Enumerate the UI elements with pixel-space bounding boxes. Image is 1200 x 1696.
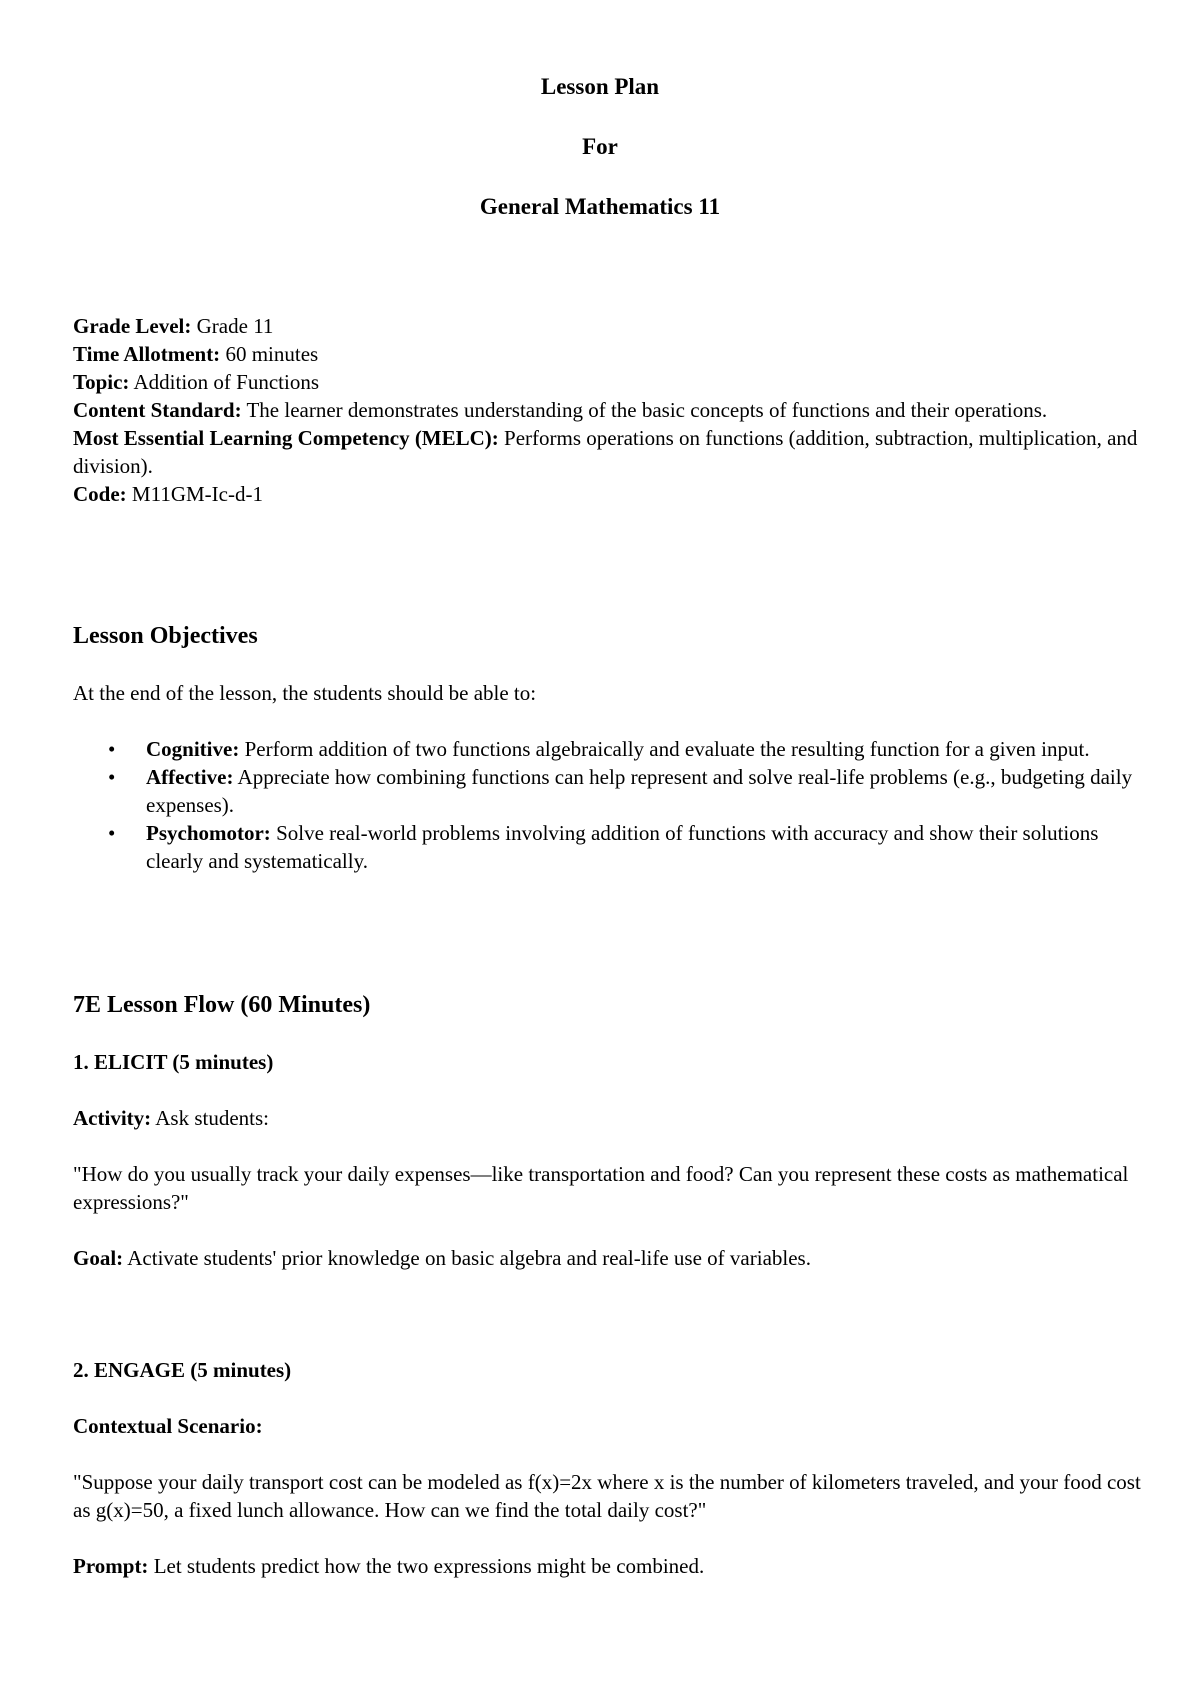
elicit-heading: 1. ELICIT (5 minutes) bbox=[73, 1050, 274, 1074]
topic-label: Topic: bbox=[73, 370, 130, 394]
content-standard-value: The learner demonstrates understanding of the basic concepts of functions and their operations. bbox=[246, 398, 1048, 422]
objectives-intro-block bbox=[73, 679, 1141, 707]
bullet-icon: • bbox=[108, 737, 116, 761]
elicit-goal bbox=[73, 1244, 1141, 1272]
document-for-line: For bbox=[582, 134, 618, 159]
grade-level-label: Grade Level: bbox=[73, 314, 192, 338]
engage-quote-block bbox=[73, 1468, 1141, 1524]
melc-value: Performs operations on functions (addition, subtraction, multiplication, and division). bbox=[73, 426, 1138, 478]
topic-line bbox=[73, 368, 1141, 396]
objective-label: Cognitive: bbox=[146, 737, 240, 761]
code-label: Code: bbox=[73, 482, 127, 506]
lesson-flow-heading: 7E Lesson Flow (60 Minutes) bbox=[73, 992, 371, 1018]
topic-value: Addition of Functions bbox=[133, 370, 320, 394]
bullet-icon: • bbox=[108, 821, 116, 845]
activity-label: Activity: bbox=[73, 1106, 152, 1130]
objective-affective bbox=[108, 763, 1141, 819]
document-title: Lesson Plan bbox=[540, 74, 660, 99]
content-standard-label: Content Standard: bbox=[73, 398, 242, 422]
activity-text: Ask students: bbox=[155, 1106, 269, 1130]
elicit-goal-block bbox=[73, 1244, 1141, 1272]
document-subject: General Mathematics 11 bbox=[479, 194, 721, 219]
engage-scenario-label-block bbox=[73, 1412, 1141, 1440]
goal-label: Goal: bbox=[73, 1246, 124, 1270]
objective-psychomotor bbox=[108, 819, 1141, 875]
time-allotment-value: 60 minutes bbox=[225, 342, 319, 366]
objectives-heading: Lesson Objectives bbox=[73, 623, 258, 649]
elicit-activity-block bbox=[73, 1104, 1141, 1132]
elicit-quote: "How do you usually track your daily expenses—like transportation and food? Can you represent these costs as mathematical expressions?" bbox=[73, 1162, 1129, 1214]
engage-heading-block bbox=[73, 1356, 1141, 1384]
engage-prompt bbox=[73, 1552, 1141, 1580]
objectives-list-block bbox=[73, 735, 1141, 875]
objective-label: Affective: bbox=[146, 765, 234, 789]
content-standard-line bbox=[73, 396, 1141, 424]
engage-heading: 2. ENGAGE (5 minutes) bbox=[73, 1358, 292, 1382]
elicit-quote-block bbox=[73, 1160, 1141, 1216]
engage-prompt-block bbox=[73, 1552, 1141, 1580]
lesson-objectives-section bbox=[73, 621, 1141, 651]
melc-label: Most Essential Learning Competency (MELC): bbox=[73, 426, 499, 450]
code-value: M11GM-Ic-d-1 bbox=[131, 482, 263, 506]
goal-text: Activate students' prior knowledge on basic algebra and real-life use of variables. bbox=[127, 1246, 811, 1270]
objective-text: Solve real-world problems involving addition of functions with accuracy and show their solutions clearly and systematically. bbox=[146, 821, 1099, 873]
melc-line bbox=[73, 424, 1141, 480]
grade-level-line bbox=[73, 312, 1141, 340]
objective-label: Psychomotor: bbox=[146, 821, 271, 845]
elicit-heading-block bbox=[73, 1048, 1141, 1076]
grade-level-value: Grade 11 bbox=[196, 314, 274, 338]
objective-cognitive bbox=[108, 735, 1141, 763]
lesson-info bbox=[73, 312, 1141, 508]
prompt-text: Let students predict how the two expressions might be combined. bbox=[153, 1554, 705, 1578]
code-line bbox=[73, 480, 1141, 508]
objectives-intro: At the end of the lesson, the students should be able to: bbox=[73, 681, 537, 705]
objective-text: Perform addition of two functions algebraically and evaluate the resulting function for a given input. bbox=[244, 737, 1090, 761]
objectives-list bbox=[73, 735, 1141, 875]
prompt-label: Prompt: bbox=[73, 1554, 149, 1578]
engage-quote: "Suppose your daily transport cost can be modeled as f(x)=2x where x is the number of kilometers traveled, and your food cost as g(x)=50, a fixed lunch allowance. How can we find the total daily cost?" bbox=[73, 1470, 1141, 1522]
lesson-flow-section bbox=[73, 990, 1141, 1020]
scenario-label: Contextual Scenario: bbox=[73, 1414, 263, 1438]
time-allotment-line bbox=[73, 340, 1141, 368]
bullet-icon: • bbox=[108, 765, 116, 789]
objective-text: Appreciate how combining functions can help represent and solve real-life problems (e.g., budgeting daily expenses). bbox=[146, 765, 1133, 817]
time-allotment-label: Time Allotment: bbox=[73, 342, 221, 366]
elicit-activity bbox=[73, 1104, 1141, 1132]
